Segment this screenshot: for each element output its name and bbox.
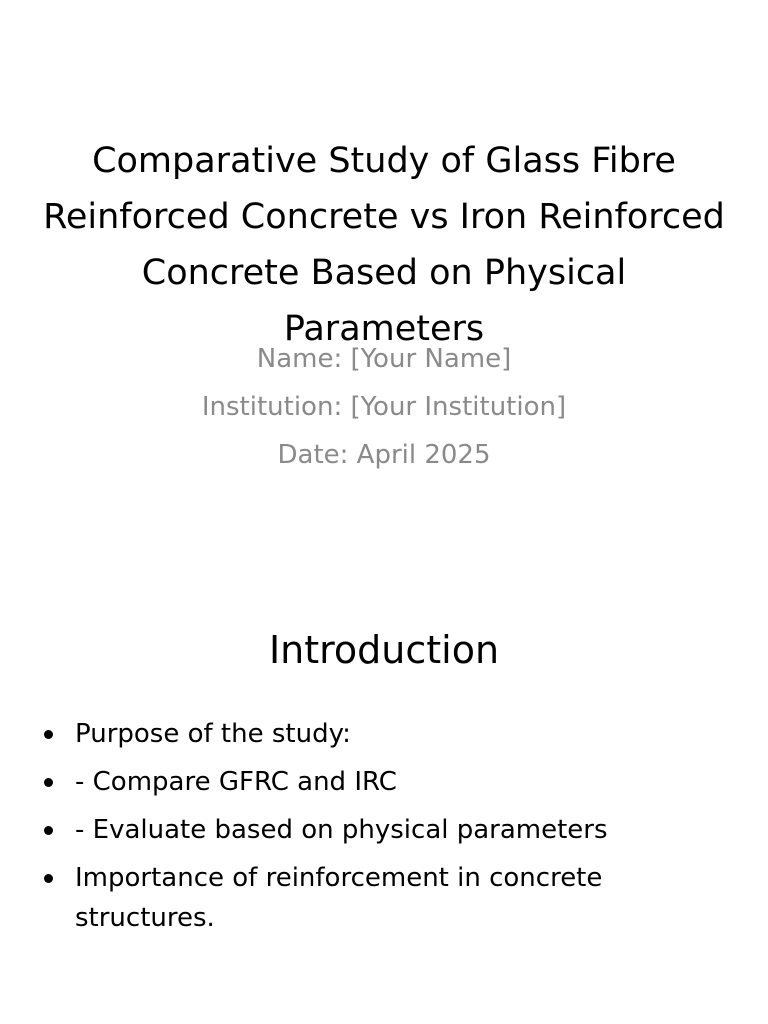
bullet-text: Importance of reinforcement in concrete structures. [75, 863, 603, 933]
list-item [42, 810, 662, 850]
bullet-icon [44, 826, 53, 835]
list-item [42, 714, 662, 754]
institution-line: Institution: [Your Institution] [201, 392, 567, 422]
bullet-icon [44, 730, 53, 739]
bullet-icon [44, 778, 53, 787]
date-line: Date: April 2025 [277, 440, 491, 470]
bullet-icon [44, 874, 53, 883]
bullet-text: - Evaluate based on physical parameters [75, 815, 608, 845]
list-item [42, 858, 662, 938]
subtitle-block [100, 335, 668, 479]
introduction-heading: Introduction [268, 628, 500, 672]
slide-title: Comparative Study of Glass Fibre Reinforced Concrete vs Iron Reinforced Concrete Based on Physical Parameters [43, 141, 725, 349]
bullet-text: Purpose of the study: [75, 719, 351, 749]
author-name-line: Name: [Your Name] [256, 344, 512, 374]
list-item [42, 762, 662, 802]
bullet-text: - Compare GFRC and IRC [75, 767, 397, 797]
introduction-bullet-list [42, 714, 662, 946]
